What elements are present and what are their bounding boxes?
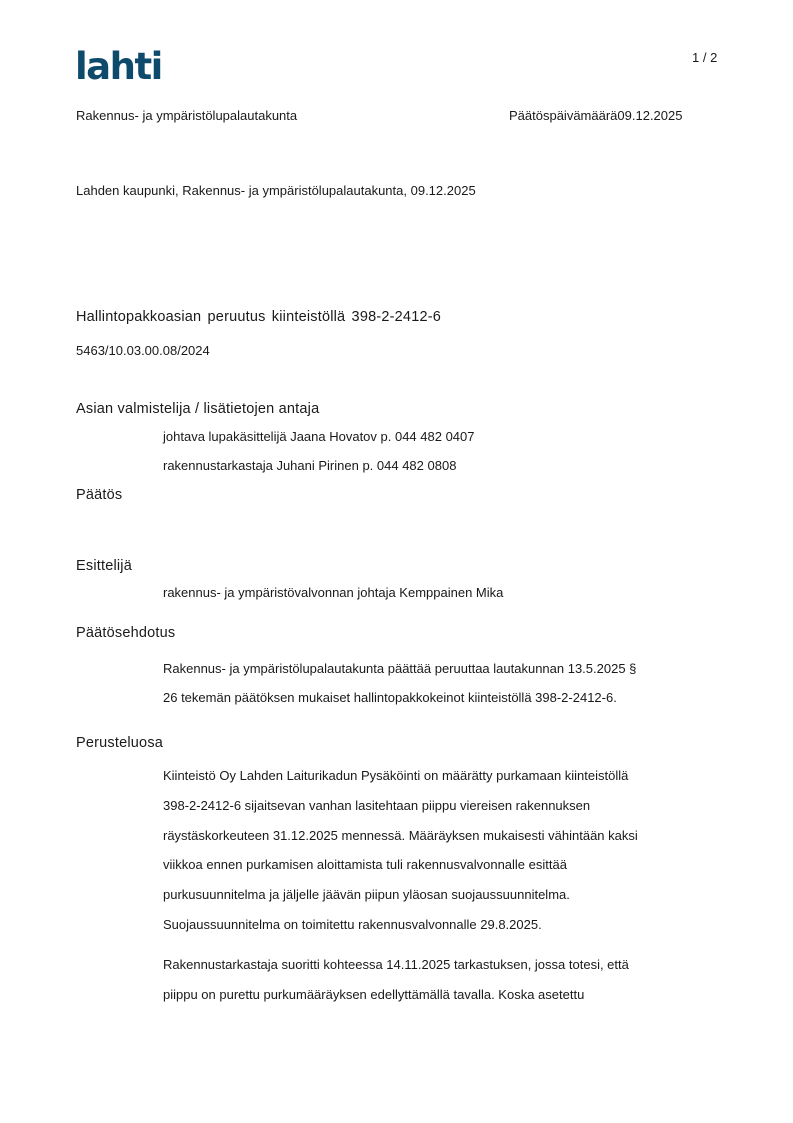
page-number: 1 / 2 (692, 50, 718, 65)
decision-date-value: 09.12.2025 (617, 108, 683, 123)
preparer-contact-1: johtava lupakäsittelijä Jaana Hovatov p. 044 482 0407 (163, 429, 475, 444)
reasoning-p1-line: viikkoa ennen purkamisen aloittamista tuli rakennusvalvonnalle esittää (163, 857, 567, 873)
decision-date (509, 108, 682, 123)
reasoning-p1-line: Kiinteistö Oy Lahden Laiturikadun Pysäköinti on määrätty purkamaan kiinteistöllä (163, 768, 629, 783)
reasoning-paragraph-2 (163, 950, 629, 1009)
presenter-heading: Esittelijä (76, 558, 132, 574)
proposal-line-1: Rakennus- ja ympäristölupalautakunta päättää peruuttaa lautakunnan 13.5.2025 § (163, 661, 637, 676)
lahti-logo-mark (75, 46, 170, 84)
reasoning-p1-line: Suojaussuunnitelma on toimitettu rakennusvalvonnalle 29.8.2025. (163, 916, 542, 932)
reasoning-p1-line: 398-2-2412-6 sijaitsevan vanhan lasitehtaan piippu viereisen rakennuksen (163, 797, 591, 813)
proposal-heading: Päätösehdotus (76, 625, 176, 641)
lahti-logo (75, 46, 170, 84)
preparer-contact-2: rakennustarkastaja Juhani Pirinen p. 044 482 0808 (163, 458, 457, 473)
decision-date-label: Päätöspäivämäärä (509, 108, 618, 123)
presenter-name: rakennus- ja ympäristövalvonnan johtaja Kemppainen Mika (163, 585, 504, 600)
logo-text: lahti (75, 46, 162, 84)
reasoning-p2-line: Rakennustarkastaja suoritti kohteessa 14.11.2025 tarkastuksen, jossa totesi, että (163, 957, 629, 972)
preparer-heading: Asian valmistelija / lisätietojen antaja (76, 401, 320, 417)
intro-line: Lahden kaupunki, Rakennus- ja ympäristölupalautakunta, 09.12.2025 (76, 183, 476, 198)
reasoning-p2-line: piippu on purettu purkumääräyksen edellyttämällä tavalla. Koska asetettu (163, 986, 585, 1002)
committee-name: Rakennus- ja ympäristölupalautakunta (76, 108, 298, 123)
case-number: 5463/10.03.00.08/2024 (76, 343, 210, 358)
reasoning-paragraph-1 (163, 761, 638, 940)
reasoning-p1-line: räystäskorkeuteen 31.12.2025 mennessä. Määräyksen mukaisesti vähintään kaksi (163, 827, 638, 843)
decision-heading: Päätös (76, 487, 123, 503)
reasoning-p1-line: purkusuunnitelma ja jäljelle jäävän piipun yläosan suojaussuunnitelma. (163, 887, 570, 903)
reasoning-heading: Perusteluosa (76, 735, 164, 751)
proposal-line-2: 26 tekemän päätöksen mukaiset hallintopakkokeinot kiinteistöllä 398-2-2412-6. (163, 690, 617, 705)
case-title: Hallintopakkoasian peruutus kiinteistöllä 398-2-2412-6 (76, 309, 442, 325)
